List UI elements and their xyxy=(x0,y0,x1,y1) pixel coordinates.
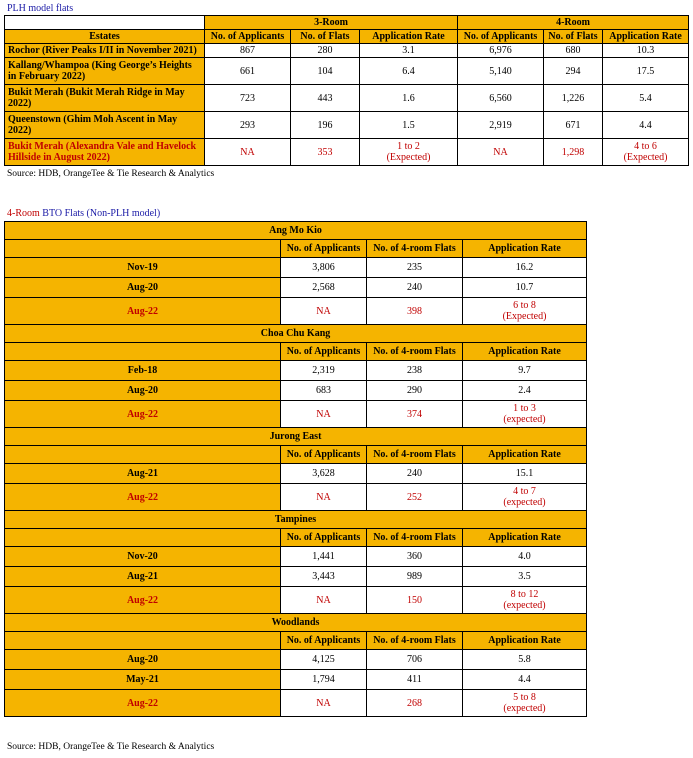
rate-note: (expected) xyxy=(503,497,546,508)
plh-cell: 443 xyxy=(291,85,360,112)
plh-corner-cell xyxy=(5,16,205,30)
plh-cell: 353 xyxy=(291,139,360,166)
plh-row-highlight xyxy=(5,139,689,166)
col-4room-flats: No. of 4-room Flats xyxy=(367,529,463,547)
date-cell: Aug-21 xyxy=(5,464,281,484)
flats-cell: 411 xyxy=(367,670,463,690)
date-cell: Aug-22 xyxy=(5,401,281,428)
date-cell: May-21 xyxy=(5,670,281,690)
data-row-highlight xyxy=(5,401,587,428)
plh-estate: Rochor (River Peaks I/II in November 2021) xyxy=(5,44,205,58)
col-applicants: No. of Applicants xyxy=(281,446,367,464)
town-corner-cell xyxy=(5,529,281,547)
plh-cell xyxy=(360,139,458,166)
rate-note: (expected) xyxy=(503,600,546,611)
data-row xyxy=(5,258,587,278)
plh-cell: 680 xyxy=(544,44,603,58)
col-applicants: No. of Applicants xyxy=(281,343,367,361)
plh-cell: 294 xyxy=(544,58,603,85)
plh-col-4room-applicants: No. of Applicants xyxy=(458,30,544,44)
plh-col-4room-flats: No. of Flats xyxy=(544,30,603,44)
plh-col-4room-rate: Application Rate xyxy=(603,30,689,44)
applicants-cell: 3,443 xyxy=(281,567,367,587)
rate-cell xyxy=(463,298,587,325)
plh-cell: 5,140 xyxy=(458,58,544,85)
data-row xyxy=(5,361,587,381)
town-header: Ang Mo Kio xyxy=(5,222,587,240)
data-row xyxy=(5,381,587,401)
rate-cell: 16.2 xyxy=(463,258,587,278)
applicants-cell: 1,794 xyxy=(281,670,367,690)
data-row-highlight xyxy=(5,587,587,614)
col-application-rate: Application Rate xyxy=(463,240,587,258)
plh-cell: 1.5 xyxy=(360,112,458,139)
rate-cell: 5.8 xyxy=(463,650,587,670)
town-corner-cell xyxy=(5,446,281,464)
rate-range: 8 to 12 xyxy=(510,589,539,600)
rate-range: 4 to 6 xyxy=(634,141,657,152)
plh-cell: 3.1 xyxy=(360,44,458,58)
rate-range: 4 to 7 xyxy=(513,486,536,497)
data-row xyxy=(5,547,587,567)
flats-cell: 252 xyxy=(367,484,463,511)
plh-cell xyxy=(603,139,689,166)
plh-cell: 1,298 xyxy=(544,139,603,166)
rate-range: 5 to 8 xyxy=(513,692,536,703)
col-4room-flats: No. of 4-room Flats xyxy=(367,446,463,464)
plh-cell: NA xyxy=(458,139,544,166)
applicants-cell: 683 xyxy=(281,381,367,401)
plh-cell: 867 xyxy=(205,44,291,58)
applicants-cell: NA xyxy=(281,690,367,717)
flats-cell: 150 xyxy=(367,587,463,614)
applicants-cell: 3,628 xyxy=(281,464,367,484)
plh-cell: 6,976 xyxy=(458,44,544,58)
rate-range: 1 to 3 xyxy=(513,403,536,414)
rate-note: (expected) xyxy=(503,703,546,714)
data-row xyxy=(5,670,587,690)
col-application-rate: Application Rate xyxy=(463,446,587,464)
plh-cell: 280 xyxy=(291,44,360,58)
plh-source: Source: HDB, OrangeTee & Tie Research & Analytics xyxy=(7,169,215,179)
flats-cell: 290 xyxy=(367,381,463,401)
plh-cell: 5.4 xyxy=(603,85,689,112)
plh-cell: 671 xyxy=(544,112,603,139)
rate-note: (expected) xyxy=(503,414,546,425)
data-row xyxy=(5,567,587,587)
flats-cell: 374 xyxy=(367,401,463,428)
plh-row xyxy=(5,44,689,58)
rate-note: (Expected) xyxy=(623,152,668,163)
rate-cell: 4.4 xyxy=(463,670,587,690)
rate-cell: 15.1 xyxy=(463,464,587,484)
rate-range: 6 to 8 xyxy=(513,300,536,311)
town-corner-cell xyxy=(5,343,281,361)
town-corner-cell xyxy=(5,632,281,650)
rate-cell xyxy=(463,401,587,428)
data-row xyxy=(5,464,587,484)
data-row-highlight xyxy=(5,484,587,511)
rate-note: (Expected) xyxy=(502,311,547,322)
applicants-cell: NA xyxy=(281,484,367,511)
plh-cell: 293 xyxy=(205,112,291,139)
plh-table xyxy=(4,15,689,166)
date-cell: Feb-18 xyxy=(5,361,281,381)
applicants-cell: NA xyxy=(281,587,367,614)
plh-row xyxy=(5,112,689,139)
col-applicants: No. of Applicants xyxy=(281,529,367,547)
col-4room-flats: No. of 4-room Flats xyxy=(367,240,463,258)
town-header: Tampines xyxy=(5,511,587,529)
rate-range: 1 to 2 xyxy=(397,141,420,152)
flats-cell: 360 xyxy=(367,547,463,567)
rate-cell: 3.5 xyxy=(463,567,587,587)
date-cell: Nov-20 xyxy=(5,547,281,567)
date-cell: Nov-19 xyxy=(5,258,281,278)
plh-cell: 17.5 xyxy=(603,58,689,85)
plh-cell: 723 xyxy=(205,85,291,112)
col-applicants: No. of Applicants xyxy=(281,240,367,258)
plh-group-3room: 3-Room xyxy=(205,16,458,30)
plh-cell: 196 xyxy=(291,112,360,139)
plh-cell: 1,226 xyxy=(544,85,603,112)
plh-cell: 6.4 xyxy=(360,58,458,85)
flats-cell: 240 xyxy=(367,278,463,298)
applicants-cell: NA xyxy=(281,298,367,325)
rate-cell: 9.7 xyxy=(463,361,587,381)
plh-estate: Kallang/Whampoa (King George’s Heights in February 2022) xyxy=(5,58,205,85)
applicants-cell: NA xyxy=(281,401,367,428)
data-row xyxy=(5,278,587,298)
flats-cell: 989 xyxy=(367,567,463,587)
date-cell: Aug-20 xyxy=(5,278,281,298)
applicants-cell: 1,441 xyxy=(281,547,367,567)
rate-cell: 4.0 xyxy=(463,547,587,567)
plh-estate: Bukit Merah (Alexandra Vale and Havelock Hillside in August 2022) xyxy=(5,139,205,166)
plh-group-4room: 4-Room xyxy=(458,16,689,30)
applicants-cell: 2,568 xyxy=(281,278,367,298)
applicants-cell: 2,319 xyxy=(281,361,367,381)
plh-cell: NA xyxy=(205,139,291,166)
flats-cell: 238 xyxy=(367,361,463,381)
col-4room-flats: No. of 4-room Flats xyxy=(367,632,463,650)
flats-cell: 240 xyxy=(367,464,463,484)
applicants-cell: 3,806 xyxy=(281,258,367,278)
col-application-rate: Application Rate xyxy=(463,632,587,650)
town-header: Woodlands xyxy=(5,614,587,632)
bto-source: Source: HDB, OrangeTee & Tie Research & Analytics xyxy=(7,742,215,752)
col-application-rate: Application Rate xyxy=(463,343,587,361)
bto-caption-text: BTO Flats (Non-PLH model) xyxy=(39,208,161,219)
plh-estate: Bukit Merah (Bukit Merah Ridge in May 2022) xyxy=(5,85,205,112)
rate-note: (Expected) xyxy=(386,152,431,163)
plh-col-3room-applicants: No. of Applicants xyxy=(205,30,291,44)
plh-cell: 104 xyxy=(291,58,360,85)
flats-cell: 268 xyxy=(367,690,463,717)
date-cell: Aug-20 xyxy=(5,381,281,401)
col-applicants: No. of Applicants xyxy=(281,632,367,650)
data-row-highlight xyxy=(5,690,587,717)
plh-cell: 2,919 xyxy=(458,112,544,139)
date-cell: Aug-22 xyxy=(5,690,281,717)
bto-caption-highlight: 4-Room xyxy=(7,208,40,219)
flats-cell: 235 xyxy=(367,258,463,278)
col-application-rate: Application Rate xyxy=(463,529,587,547)
plh-row xyxy=(5,85,689,112)
col-4room-flats: No. of 4-room Flats xyxy=(367,343,463,361)
date-cell: Aug-22 xyxy=(5,587,281,614)
plh-col-3room-rate: Application Rate xyxy=(360,30,458,44)
applicants-cell: 4,125 xyxy=(281,650,367,670)
plh-col-estates: Estates xyxy=(5,30,205,44)
plh-row xyxy=(5,58,689,85)
bto-table xyxy=(4,221,587,717)
plh-col-3room-flats: No. of Flats xyxy=(291,30,360,44)
plh-cell: 4.4 xyxy=(603,112,689,139)
town-header: Choa Chu Kang xyxy=(5,325,587,343)
data-row xyxy=(5,650,587,670)
plh-caption: PLH model flats xyxy=(7,3,74,14)
rate-cell xyxy=(463,484,587,511)
town-header: Jurong East xyxy=(5,428,587,446)
rate-cell: 10.7 xyxy=(463,278,587,298)
town-corner-cell xyxy=(5,240,281,258)
plh-cell: 1.6 xyxy=(360,85,458,112)
date-cell: Aug-22 xyxy=(5,298,281,325)
flats-cell: 706 xyxy=(367,650,463,670)
plh-cell: 661 xyxy=(205,58,291,85)
plh-cell: 6,560 xyxy=(458,85,544,112)
data-row-highlight xyxy=(5,298,587,325)
date-cell: Aug-21 xyxy=(5,567,281,587)
date-cell: Aug-22 xyxy=(5,484,281,511)
rate-cell xyxy=(463,690,587,717)
rate-cell xyxy=(463,587,587,614)
bto-caption xyxy=(7,208,160,220)
plh-estate: Queenstown (Ghim Moh Ascent in May 2022) xyxy=(5,112,205,139)
flats-cell: 398 xyxy=(367,298,463,325)
plh-cell: 10.3 xyxy=(603,44,689,58)
date-cell: Aug-20 xyxy=(5,650,281,670)
rate-cell: 2.4 xyxy=(463,381,587,401)
